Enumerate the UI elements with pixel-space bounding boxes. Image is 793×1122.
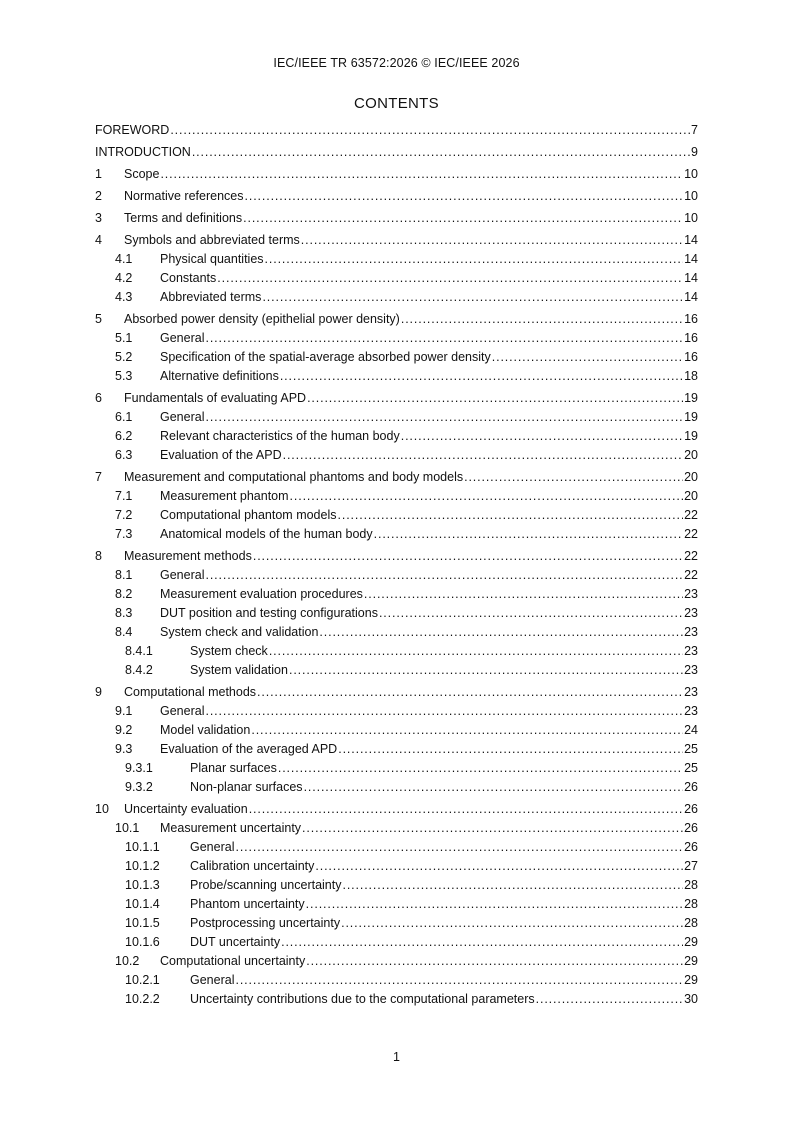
dot-leader <box>205 331 683 346</box>
toc-entry[interactable] <box>95 391 698 406</box>
toc-entry-title: Specification of the spatial-average absorbed power density <box>160 350 491 364</box>
toc-entry-title: Alternative definitions <box>160 369 279 383</box>
toc-entry-title: DUT uncertainty <box>190 935 281 949</box>
toc-entry[interactable] <box>95 606 698 621</box>
toc-entry-page: 10 <box>684 167 698 181</box>
toc-entry-title: Constants <box>160 271 217 285</box>
toc-entry-number: 6 <box>95 391 102 405</box>
toc-entry[interactable] <box>95 410 698 425</box>
toc-entry[interactable] <box>95 802 698 817</box>
toc-entry-number: 8.1 <box>115 568 133 582</box>
toc-entry-page: 16 <box>684 312 698 326</box>
toc-entry-title: Measurement phantom <box>160 489 289 503</box>
dot-leader <box>379 606 683 621</box>
toc-entry-page: 26 <box>684 780 698 794</box>
dot-leader <box>290 489 684 504</box>
toc-entry-title: System check <box>190 644 268 658</box>
dot-leader <box>280 369 683 384</box>
toc-entry[interactable] <box>95 271 698 286</box>
toc-entry-number: 10.2 <box>115 954 140 968</box>
toc-entry-title: Absorbed power density (epithelial power density) <box>124 312 400 326</box>
toc-entry-number: 7.1 <box>115 489 133 503</box>
toc-entry[interactable] <box>95 369 698 384</box>
toc-entry-number: 6.2 <box>115 429 133 443</box>
toc-entry-title: Phantom uncertainty <box>190 897 305 911</box>
toc-entry-title: Calibration uncertainty <box>190 859 315 873</box>
toc-entry[interactable] <box>95 685 698 700</box>
dot-leader <box>253 549 683 564</box>
toc-entry-number: 4.3 <box>115 290 133 304</box>
dot-leader <box>306 897 683 912</box>
toc-entry-title: Computational methods <box>124 685 257 699</box>
toc-entry-number: 9.3.1 <box>125 761 153 775</box>
toc-entry-page: 14 <box>684 271 698 285</box>
toc-entry-number: 10.1.5 <box>125 916 160 930</box>
toc-entry-title: Fundamentals of evaluating APD <box>124 391 307 405</box>
toc-entry-number: 6.3 <box>115 448 133 462</box>
toc-entry-page: 26 <box>684 821 698 835</box>
toc-entry-number: 1 <box>95 167 102 181</box>
toc-entry-title: DUT position and testing configurations <box>160 606 378 620</box>
toc-entry[interactable] <box>95 821 698 836</box>
toc-entry[interactable] <box>95 527 698 542</box>
dot-leader <box>265 252 684 267</box>
dot-leader <box>401 312 683 327</box>
toc-entry[interactable] <box>95 508 698 523</box>
toc-entry[interactable] <box>95 350 698 365</box>
dot-leader <box>364 587 683 602</box>
dot-leader <box>278 761 683 776</box>
toc-entry-title: Planar surfaces <box>190 761 277 775</box>
toc-entry-number: 10.1.3 <box>125 878 160 892</box>
toc-entry-number: 9.3 <box>115 742 133 756</box>
toc-entry-title: Computational phantom models <box>160 508 337 522</box>
toc-entry-page: 16 <box>684 331 698 345</box>
toc-entry[interactable] <box>95 429 698 444</box>
toc-entry[interactable] <box>95 840 698 855</box>
dot-leader <box>304 780 684 795</box>
toc-entry-page: 20 <box>684 470 698 484</box>
toc-entry-title: General <box>160 331 205 345</box>
toc-entry-page: 29 <box>684 973 698 987</box>
dot-leader <box>319 625 683 640</box>
toc-entry-page: 18 <box>684 369 698 383</box>
toc-entry-number: 2 <box>95 189 102 203</box>
toc-entry-title: Computational uncertainty <box>160 954 306 968</box>
toc-entry[interactable] <box>95 587 698 602</box>
toc-entry-page: 19 <box>684 410 698 424</box>
toc-entry-title: Uncertainty contributions due to the computational parameters <box>190 992 535 1006</box>
toc-entry-number: 8.4.2 <box>125 663 153 677</box>
toc-entry-number: 9 <box>95 685 102 699</box>
toc-entry-page: 29 <box>684 954 698 968</box>
toc-entry-title: FOREWORD <box>95 123 170 137</box>
toc-entry[interactable] <box>95 331 698 346</box>
dot-leader <box>301 233 683 248</box>
toc-entry-number: 10.1.6 <box>125 935 160 949</box>
toc-entry-number: 5 <box>95 312 102 326</box>
dot-leader <box>338 742 683 757</box>
toc-entry-number: 5.2 <box>115 350 133 364</box>
dot-leader <box>315 859 683 874</box>
toc-entry-page: 10 <box>684 189 698 203</box>
dot-leader <box>160 167 683 182</box>
dot-leader <box>251 723 683 738</box>
toc-entry[interactable] <box>95 123 698 138</box>
dot-leader <box>235 840 683 855</box>
toc-entry-title: Measurement uncertainty <box>160 821 302 835</box>
toc-entry-title: General <box>190 840 235 854</box>
toc-entry[interactable] <box>95 312 698 327</box>
toc-entry-number: 8.4.1 <box>125 644 153 658</box>
toc-entry-page: 22 <box>684 568 698 582</box>
toc-entry-number: 10.1.2 <box>125 859 160 873</box>
toc-entry-title: Terms and definitions <box>124 211 243 225</box>
toc-entry[interactable] <box>95 145 698 160</box>
toc-entry-title: System check and validation <box>160 625 319 639</box>
toc-entry-page: 25 <box>684 742 698 756</box>
toc-entry-page: 23 <box>684 663 698 677</box>
toc-entry-page: 16 <box>684 350 698 364</box>
dot-leader <box>464 470 683 485</box>
toc-entry[interactable] <box>95 897 698 912</box>
toc-entry-page: 14 <box>684 252 698 266</box>
toc-entry-page: 20 <box>684 448 698 462</box>
toc-entry-page: 22 <box>684 508 698 522</box>
toc-entry[interactable] <box>95 489 698 504</box>
toc-entry-number: 6.1 <box>115 410 133 424</box>
toc-entry-title: Evaluation of the APD <box>160 448 282 462</box>
dot-leader <box>302 821 683 836</box>
dot-leader <box>243 211 683 226</box>
toc-entry-title: Postprocessing uncertainty <box>190 916 341 930</box>
toc-entry[interactable] <box>95 625 698 640</box>
dot-leader <box>269 644 683 659</box>
dot-leader <box>306 954 683 969</box>
toc-entry-number: 4.2 <box>115 271 133 285</box>
dot-leader <box>249 802 683 817</box>
toc-entry-number: 10 <box>95 802 109 816</box>
toc-entry-page: 30 <box>684 992 698 1006</box>
toc-entry-title: INTRODUCTION <box>95 145 191 159</box>
dot-leader <box>492 350 683 365</box>
dot-leader <box>536 992 683 1007</box>
toc-entry[interactable] <box>95 211 698 226</box>
toc-entry[interactable] <box>95 761 698 776</box>
toc-entry[interactable] <box>95 549 698 564</box>
toc-entry-page: 23 <box>684 644 698 658</box>
toc-entry-number: 3 <box>95 211 102 225</box>
toc-entry-number: 4 <box>95 233 102 247</box>
toc-entry-title: General <box>160 568 205 582</box>
toc-entry-page: 23 <box>684 704 698 718</box>
dot-leader <box>341 916 683 931</box>
page-number: 1 <box>393 1050 400 1064</box>
running-header: IEC/IEEE TR 63572:2026 © IEC/IEEE 2026 <box>273 56 520 70</box>
toc-entry-number: 9.3.2 <box>125 780 153 794</box>
toc-entry-title: Measurement and computational phantoms and body models <box>124 470 464 484</box>
toc-entry-page: 22 <box>684 549 698 563</box>
toc-entry-page: 28 <box>684 878 698 892</box>
toc-entry-page: 19 <box>684 391 698 405</box>
dot-leader <box>170 123 690 138</box>
toc-entry[interactable] <box>95 568 698 583</box>
toc-entry-page: 23 <box>684 625 698 639</box>
toc-entry-title: Non-planar surfaces <box>190 780 303 794</box>
toc-entry-number: 10.2.1 <box>125 973 160 987</box>
dot-leader <box>401 429 683 444</box>
toc-entry[interactable] <box>95 470 698 485</box>
toc-entry-title: Probe/scanning uncertainty <box>190 878 342 892</box>
toc-entry-title: Relevant characteristics of the human body <box>160 429 400 443</box>
toc-entry-page: 19 <box>684 429 698 443</box>
toc-entry-title: General <box>190 973 235 987</box>
dot-leader <box>257 685 683 700</box>
toc-entry-number: 9.1 <box>115 704 133 718</box>
toc-entry-number: 9.2 <box>115 723 133 737</box>
dot-leader <box>205 568 683 583</box>
toc-entry-number: 10.1.1 <box>125 840 160 854</box>
toc-entry-number: 10.1 <box>115 821 140 835</box>
toc-entry-number: 10.1.4 <box>125 897 160 911</box>
toc-entry-number: 7 <box>95 470 102 484</box>
toc-entry[interactable] <box>95 167 698 182</box>
toc-entry-title: General <box>160 410 205 424</box>
dot-leader <box>281 935 683 950</box>
toc-entry-page: 23 <box>684 587 698 601</box>
toc-entry-page: 20 <box>684 489 698 503</box>
page-title: CONTENTS <box>354 95 439 112</box>
dot-leader <box>283 448 683 463</box>
toc-entry-page: 24 <box>684 723 698 737</box>
toc-entry-page: 27 <box>684 859 698 873</box>
toc-entry-page: 28 <box>684 897 698 911</box>
toc-entry-number: 8.4 <box>115 625 133 639</box>
toc-entry-title: Scope <box>124 167 160 181</box>
toc-entry-number: 7.3 <box>115 527 133 541</box>
toc-entry-page: 28 <box>684 916 698 930</box>
toc-entry-number: 7.2 <box>115 508 133 522</box>
toc-entry-page: 23 <box>684 606 698 620</box>
toc-entry-number: 8.2 <box>115 587 133 601</box>
toc-entry[interactable] <box>95 252 698 267</box>
toc-entry-page: 29 <box>684 935 698 949</box>
toc-entry-number: 5.3 <box>115 369 133 383</box>
toc-entry-number: 4.1 <box>115 252 133 266</box>
toc-entry-page: 26 <box>684 840 698 854</box>
toc-entry-page: 22 <box>684 527 698 541</box>
toc-entry-title: Measurement methods <box>124 549 252 563</box>
toc-entry-page: 26 <box>684 802 698 816</box>
toc-entry[interactable] <box>95 663 698 678</box>
toc-entry-title: Physical quantities <box>160 252 264 266</box>
toc-entry-number: 10.2.2 <box>125 992 160 1006</box>
dot-leader <box>235 973 683 988</box>
toc-entry-page: 10 <box>684 211 698 225</box>
toc-entry[interactable] <box>95 916 698 931</box>
toc-entry-page: 9 <box>691 145 698 159</box>
toc-entry[interactable] <box>95 644 698 659</box>
toc-entry-title: Abbreviated terms <box>160 290 262 304</box>
toc-entry[interactable] <box>95 878 698 893</box>
dot-leader <box>192 145 690 160</box>
table-of-contents <box>95 123 698 1007</box>
toc-entry[interactable] <box>95 859 698 874</box>
toc-entry[interactable] <box>95 189 698 204</box>
dot-leader <box>205 704 683 719</box>
toc-entry-number: 5.1 <box>115 331 133 345</box>
toc-entry[interactable] <box>95 992 698 1007</box>
toc-entry-page: 23 <box>684 685 698 699</box>
dot-leader <box>307 391 683 406</box>
toc-entry-title: Uncertainty evaluation <box>124 802 248 816</box>
dot-leader <box>342 878 683 893</box>
toc-entry-title: Model validation <box>160 723 251 737</box>
toc-entry[interactable] <box>95 723 698 738</box>
dot-leader <box>205 410 683 425</box>
toc-entry-number: 8 <box>95 549 102 563</box>
toc-entry[interactable] <box>95 935 698 950</box>
toc-entry-title: Evaluation of the averaged APD <box>160 742 338 756</box>
toc-entry-page: 14 <box>684 290 698 304</box>
dot-leader <box>338 508 684 523</box>
dot-leader <box>217 271 683 286</box>
toc-entry-title: Measurement evaluation procedures <box>160 587 363 601</box>
dot-leader <box>262 290 683 305</box>
toc-entry-title: General <box>160 704 205 718</box>
toc-entry[interactable] <box>95 290 698 305</box>
toc-entry[interactable] <box>95 233 698 248</box>
toc-entry[interactable] <box>95 742 698 757</box>
dot-leader <box>245 189 684 204</box>
toc-entry[interactable] <box>95 448 698 463</box>
toc-entry-title: Symbols and abbreviated terms <box>124 233 300 247</box>
dot-leader <box>289 663 683 678</box>
dot-leader <box>374 527 683 542</box>
toc-entry[interactable] <box>95 954 698 969</box>
toc-entry[interactable] <box>95 780 698 795</box>
toc-entry-title: Normative references <box>124 189 244 203</box>
toc-entry-title: Anatomical models of the human body <box>160 527 373 541</box>
toc-entry[interactable] <box>95 704 698 719</box>
toc-entry[interactable] <box>95 973 698 988</box>
toc-entry-page: 14 <box>684 233 698 247</box>
toc-entry-page: 25 <box>684 761 698 775</box>
toc-entry-page: 7 <box>691 123 698 137</box>
toc-entry-title: System validation <box>190 663 288 677</box>
toc-entry-number: 8.3 <box>115 606 133 620</box>
